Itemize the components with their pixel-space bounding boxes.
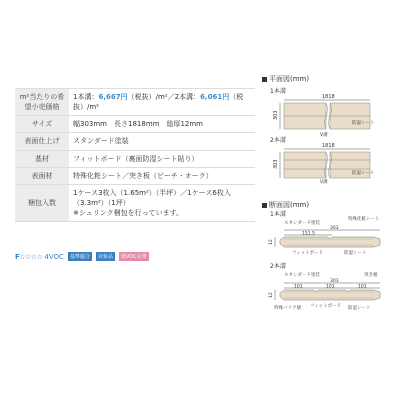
spec-row [15, 133, 255, 150]
spec-label: 基材 [15, 150, 69, 167]
square-bullet-icon [262, 77, 267, 82]
spec-label: 表面仕上げ [15, 133, 69, 150]
plan-two-label: 2本溝 [270, 137, 286, 144]
cert-badge-3: 低VOC対策 [120, 254, 147, 260]
spec-text: 特殊化粧シート／突き板（ピーチ・オーク） [73, 171, 213, 180]
plan-two-width: 303 [273, 159, 279, 169]
spec-row [15, 150, 255, 167]
section-two-w303: 303 [330, 279, 339, 284]
spec-text: ※シュリンク梱包を行っています。 [73, 209, 184, 218]
spec-text: 1ケース3枚入（1.65m²）（半坪）／1ケース6枚入（3.3m²）（1坪） [73, 188, 231, 207]
spec-value [69, 116, 255, 133]
section-two-label: 2本溝 [270, 263, 286, 270]
f-star-rating: F☆☆☆☆ [15, 252, 43, 261]
certification-row [15, 252, 149, 261]
section-two-w101c: 101 [358, 284, 367, 290]
section-two-sheet: 防湿シート [348, 306, 371, 311]
spec-row [15, 184, 255, 221]
plan-two-length: 1818 [322, 143, 335, 149]
plan-one-sheet: 防湿シート [352, 121, 375, 126]
section-two-barrier: 特殊バリア層 [274, 306, 301, 311]
spec-value [69, 133, 255, 150]
section-two-base: フィットボード [310, 304, 342, 309]
plan-one-groove: V溝 [320, 133, 328, 138]
spec-row [15, 89, 255, 116]
section-two-coat: スタンダード塗装 [284, 273, 320, 278]
price-value: 6,667円 [98, 93, 128, 101]
section-two-w101b: 101 [326, 284, 335, 290]
voc-label: 4VOC [44, 252, 64, 261]
spec-table [15, 88, 255, 222]
spec-row [15, 167, 255, 184]
section-one-base: フィットボード [292, 251, 324, 256]
section-one-coat: スタンダード塗装 [284, 221, 320, 226]
plan-two-sheet: 防湿シート [352, 171, 375, 176]
spec-value [69, 167, 255, 184]
cert-badge-2: 対象品 [97, 254, 113, 260]
board-profile [280, 237, 380, 247]
spec-text: （税抜）/m²／2本溝： [127, 93, 201, 101]
spec-label: m²当たりの希望小売価格 [15, 89, 69, 116]
plan-drawing [262, 84, 394, 184]
plan-one-width: 303 [273, 110, 279, 120]
spec-label: 梱包入数 [15, 184, 69, 221]
spec-value [69, 184, 255, 221]
plan-one-label: 1本溝 [270, 88, 286, 95]
spec-label: サイズ [15, 116, 69, 133]
square-bullet-icon [262, 203, 267, 208]
section-one-barrier: 特殊化粧シート [348, 217, 380, 222]
cert-badge-1: 基準適合 [69, 254, 90, 260]
plan-title: 平面図(mm) [262, 74, 309, 84]
section-one-w303: 303 [330, 226, 339, 231]
section-title: 断面図(mm) [262, 200, 309, 210]
section-one-label: 1本溝 [270, 211, 286, 218]
section-one-thick: 12 [269, 239, 274, 245]
spec-text: 幅303mm 長さ1818mm 総厚12mm [73, 120, 203, 129]
spec-text: （税抜）/m² [73, 93, 244, 112]
plan-two-groove: V溝 [320, 180, 328, 184]
spec-text: 1本溝： [73, 93, 99, 101]
spec-text: スタンダード塗装 [73, 137, 129, 146]
spec-label: 表面材 [15, 167, 69, 184]
spec-value [69, 150, 255, 167]
section-two-veneer: 突き板 [364, 273, 378, 278]
price-value: 6,061円 [200, 93, 230, 101]
spec-row [15, 116, 255, 133]
plan-one-length: 1818 [322, 94, 335, 100]
spec-value [69, 89, 255, 116]
section-one-w151: 151.5 [302, 231, 315, 237]
spec-text: フィットボード（裏面防湿シート貼り） [73, 154, 199, 163]
board-profile [280, 290, 380, 300]
section-drawing [262, 208, 396, 320]
section-two-w101a: 101 [294, 284, 303, 290]
section-two-thick: 12 [269, 292, 274, 298]
board-left [284, 152, 326, 178]
section-one-sheet: 防湿シート [344, 251, 367, 256]
